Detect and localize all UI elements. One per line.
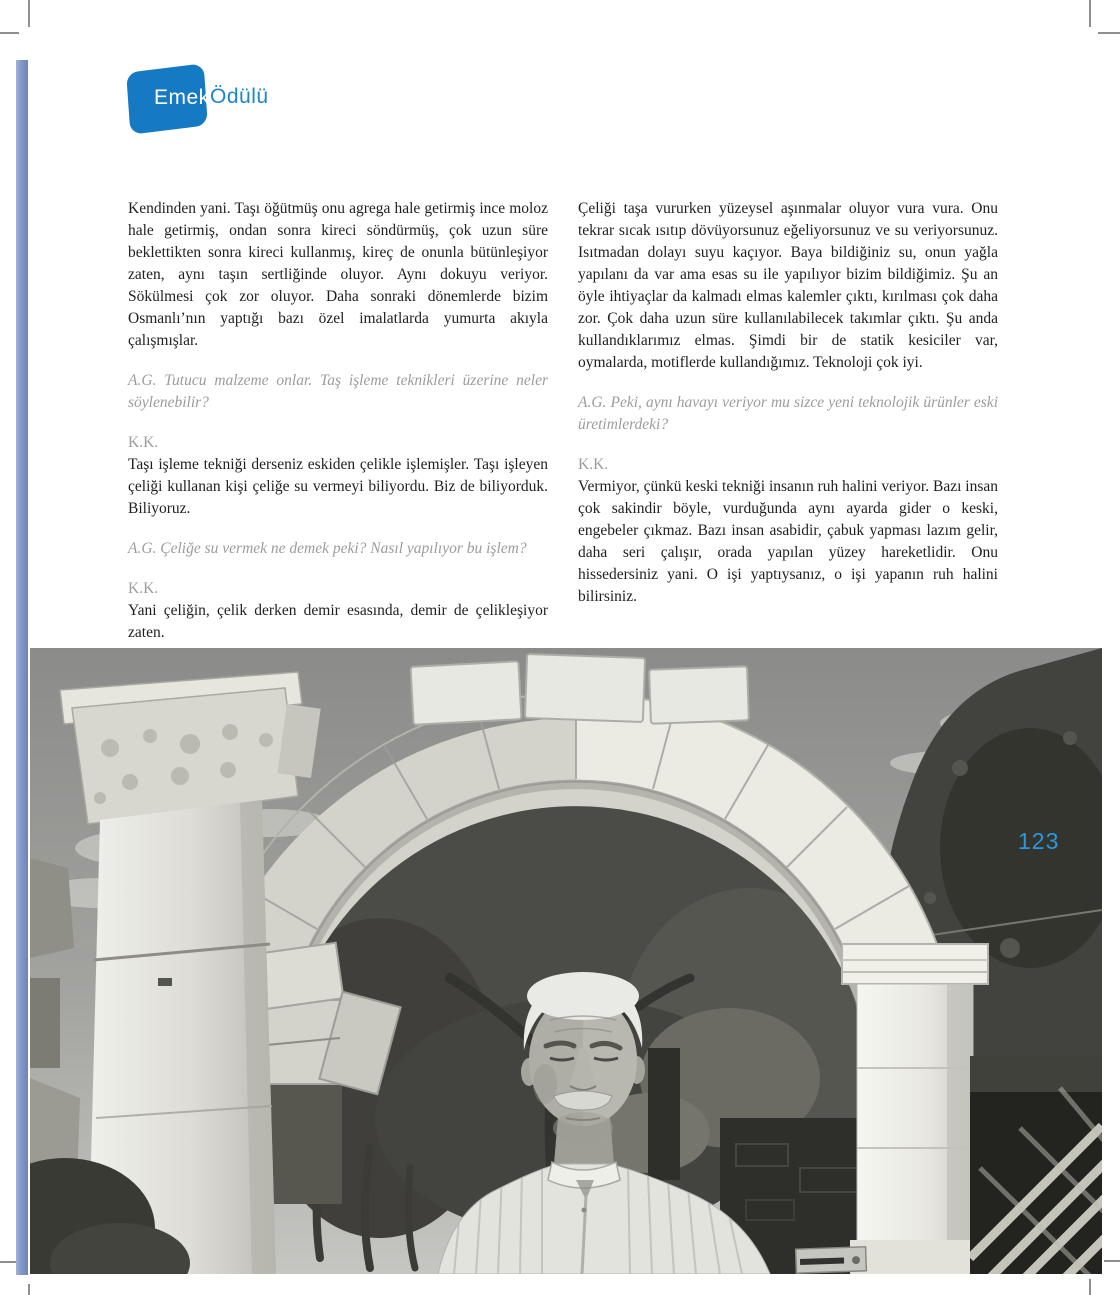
arch-photograph bbox=[30, 648, 1102, 1274]
crop-mark-bottom-left-vertical bbox=[28, 1284, 30, 1295]
crop-mark-bottom-right-vertical bbox=[1089, 1279, 1091, 1295]
crop-mark-top-left-vertical bbox=[28, 0, 30, 27]
badge-word-outside: Ödülü bbox=[210, 85, 269, 108]
speaker-label: K.K. bbox=[578, 456, 609, 473]
answer-paragraph: Taşı işleme tekniği derseniz eskiden çelikle işlemişler. Taşı işleyen çeliği kullanan kişi çeliğe su vermeyi biliyordu. Biz de biliyorduk. Biliyoruz. bbox=[128, 456, 548, 517]
answer-paragraph: Kendinden yani. Taşı öğütmüş onu agrega hale getirmiş ince moloz hale getirmiş, ondan sonra kireci söndürmüş, çok uzun süre beklettikten sonra kireci kullanmış, kireç de onunla bütünleşiyor zaten, aynı taşın sertliğinde oluyor. Aynı dokuyu veriyor. Sökülmesi çok zor oluyor. Daha sonraki dönemlerde bizim Osmanlı’nın yaptığı bazı özel imalatlarda yumurta akıyla çalışmışlar. bbox=[128, 200, 548, 349]
crop-mark-top-left-horizontal bbox=[0, 32, 19, 34]
speaker-label: K.K. bbox=[128, 580, 159, 597]
speaker-label: K.K. bbox=[128, 434, 159, 451]
badge-word-inside: Emek bbox=[154, 86, 210, 109]
page-edge-bar bbox=[16, 60, 28, 1275]
right-pier bbox=[842, 944, 988, 1274]
shadow-wall bbox=[970, 1056, 1102, 1274]
arch-photo-illustration bbox=[30, 648, 1102, 1274]
interviewer-question: A.G. Peki, aynı havayı veriyor mu sizce yeni teknolojik ürünler eski üretimlerdeki? bbox=[578, 394, 998, 433]
right-column bbox=[578, 198, 998, 626]
interviewer-question: A.G. Çeliğe su vermek ne demek peki? Nasıl yapılıyor bu işlem? bbox=[128, 540, 527, 557]
info-sign bbox=[796, 1247, 867, 1273]
page-number: 123 bbox=[1018, 828, 1060, 854]
crop-mark-top-right-horizontal bbox=[1098, 32, 1120, 34]
crop-mark-bottom-right-horizontal bbox=[1104, 1260, 1120, 1262]
answer-paragraph: Yani çeliğin, çelik derken demir esasında, demir de çelikleşiyor zaten. bbox=[128, 602, 548, 641]
interviewer-question: A.G. Tutucu malzeme onlar. Taş işleme teknikleri üzerine neler söylenebilir? bbox=[128, 372, 548, 411]
crop-mark-top-right-vertical bbox=[1089, 0, 1091, 27]
answer-paragraph: Vermiyor, çünkü keski tekniği insanın ruh halini veriyor. Bazı insan çok sakindir böyle, vurduğunda aynı ayarda gider o keski, engebeler çıkmaz. Bazı insan asabidir, çabuk yapması lazım gelir, daha seri çalışır, orada yapılan yüzey hareketlidir. Onu hissedersiniz yani. O işi yaptıysanız, o işi yapanın ruh halini bilirsiniz. bbox=[578, 478, 998, 605]
answer-paragraph: Çeliği taşa vururken yüzeysel aşınmalar oluyor vura vura. Onu tekrar sıcak ısıtıp dövüyorsunuz eğeliyorsunuz ve su veriyorsunuz. Isıtmadan dolayı suyu kaçıyor. Baya bildiğiniz su, onun yağla yapılanı da var ama esas su ile yapılıyor bizim bildiğimiz. Şu an öyle ihtiyaçlar da kalmadı elmas kalemler çıktı, kırılması çok daha zor. Çok daha uzun süre kullanılabilecek takımlar çıktı. Şu anda kullandıklarımız elmas. Şimdi bir de statik kesiciler var, oymalarda, motiflerde kullandığımız. Teknoloji çok iyi. bbox=[578, 200, 998, 371]
emek-odulu-badge bbox=[118, 56, 288, 148]
left-column bbox=[128, 198, 548, 662]
